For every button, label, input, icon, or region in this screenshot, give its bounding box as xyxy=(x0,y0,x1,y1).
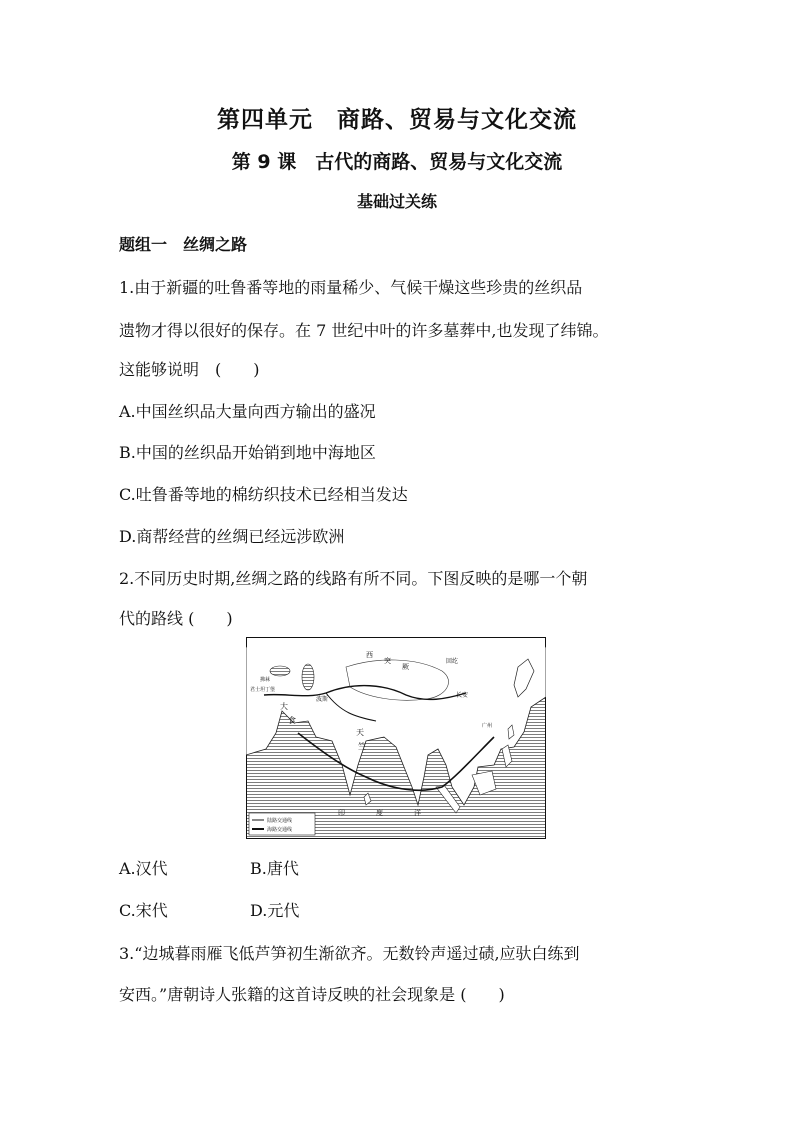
map-label: 长安 xyxy=(456,692,469,699)
silk-road-map xyxy=(246,637,546,839)
question-group-title: 题组一 丝绸之路 xyxy=(119,235,248,254)
lesson-title: 第 9 课 古代的商路、贸易与文化交流 xyxy=(231,151,563,173)
map-label: 君士坦丁堡 xyxy=(250,687,276,693)
q1-stem-line2: 遗物才得以很好的保存。在 7 世纪中叶的许多墓葬中,也发现了纬锦。 xyxy=(119,321,609,340)
map-label: 度 xyxy=(376,809,383,817)
q1-stem-line1: 1.由于新疆的吐鲁番等地的雨量稀少、气候干燥这些珍贵的丝织品 xyxy=(119,278,583,297)
caspian-sea xyxy=(302,664,314,690)
legend-land-label: 陆路交通线 xyxy=(267,818,293,824)
q2-stem-line1: 2.不同历史时期,丝绸之路的线路有所不同。下图反映的是哪一个朝 xyxy=(119,569,588,588)
q2-option-b: B.唐代 xyxy=(250,859,299,878)
q3-stem-line1: 3.“边城暮雨雁飞低芦笋初生渐欲齐。无数铃声遥过碛,应驮白练到 xyxy=(119,944,580,963)
map-label: 波斯 xyxy=(316,696,329,703)
q1-option-a: A.中国丝织品大量向西方输出的盛况 xyxy=(119,402,376,421)
map-label: 突 xyxy=(384,657,391,665)
q2-option-c: C.宋代 xyxy=(119,901,168,920)
section-title: 基础过关练 xyxy=(356,192,437,211)
map-label: 拂菻 xyxy=(260,677,271,683)
legend-sea-label: 海路交通线 xyxy=(267,827,293,833)
map-label: 厥 xyxy=(402,663,409,671)
map-label: 广州 xyxy=(482,723,493,729)
q1-option-d: D.商帮经营的丝绸已经远涉欧洲 xyxy=(119,527,345,546)
q3-stem-line2: 安西。”唐朝诗人张籍的这首诗反映的社会现象是 ( ) xyxy=(119,985,505,1004)
map-label: 天 xyxy=(356,728,364,737)
q2-option-a: A.汉代 xyxy=(119,859,168,878)
map-label: 竺 xyxy=(358,742,366,751)
map-label: 食 xyxy=(288,716,296,725)
black-sea xyxy=(270,666,290,676)
map-label: 大 xyxy=(280,702,288,711)
q2-stem-line2: 代的路线 ( ) xyxy=(119,609,233,628)
q1-option-b: B.中国的丝织品开始销到地中海地区 xyxy=(119,443,376,462)
map-label: 西 xyxy=(366,651,373,659)
q1-stem-line3: 这能够说明 ( ) xyxy=(119,360,260,379)
q1-option-c: C.吐鲁番等地的棉纺织技术已经相当发达 xyxy=(119,485,408,504)
unit-title: 第四单元 商路、贸易与文化交流 xyxy=(217,107,577,133)
q2-option-d: D.元代 xyxy=(250,901,300,920)
map-label: 印 xyxy=(338,809,345,817)
map-label: 洋 xyxy=(414,809,421,817)
map-label: 回纥 xyxy=(446,658,459,665)
